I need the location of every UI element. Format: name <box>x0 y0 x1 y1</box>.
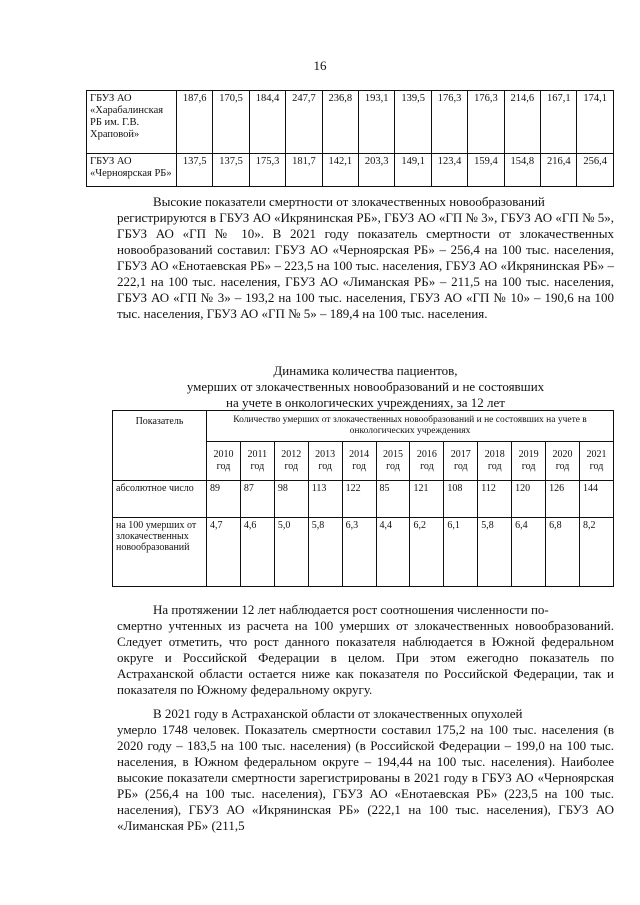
table-cell: 137,5 <box>213 154 249 187</box>
page-number: 16 <box>313 58 327 73</box>
caption-line: Динамика количества пациентов, <box>273 363 458 378</box>
paragraph-body: умерло 1748 человек. Показатель смертности составил 175,2 на 100 тыс. населения (в 2020 году – 183,5 на 100 тыс. населения) (в Российской Федерации – 199,0 на 100 тыс. населения, в Южном федеральном округе – 194,44 на 100 тыс. населения). Наиболее высокие показатели смертности зарегистрированы в 2021 году в ГБУЗ АО «Черноярская РБ» (256,4 на 100 тыс. населения), ГБУЗ АО «Енотаевская РБ» (223,5 на 100 тыс. населения), ГБУЗ АО «Икрянинская РБ» (222,1 на 100 тыс. населения), ГБУЗ АО «Лиманская РБ» (211,5 <box>117 722 614 833</box>
table-cell: 137,5 <box>177 154 213 187</box>
table-cell: 247,7 <box>286 91 322 154</box>
table-cell: 203,3 <box>359 154 395 187</box>
table-cell: 6,2 <box>410 518 444 587</box>
table-cell: 123,4 <box>431 154 467 187</box>
year-header: 2019 год <box>512 442 546 481</box>
table-cell: 167,1 <box>541 91 577 154</box>
year-header: 2015 год <box>376 442 410 481</box>
table-cell: 4,4 <box>376 518 410 587</box>
year-header: 2013 год <box>308 442 342 481</box>
paragraph-high-mortality <box>117 194 614 322</box>
table-cell: 122 <box>342 481 376 518</box>
table-cell: 85 <box>376 481 410 518</box>
table-cell: 236,8 <box>322 91 358 154</box>
caption-line: на учете в онкологических учреждениях, за 12 лет <box>226 395 505 410</box>
table-cell: 175,3 <box>249 154 285 187</box>
year-header: 2017 год <box>444 442 478 481</box>
table-row <box>87 91 614 154</box>
table-cell: 154,8 <box>504 154 540 187</box>
row-label: ГБУЗ АО «Черноярская РБ» <box>87 154 177 187</box>
table-cell: 121 <box>410 481 444 518</box>
year-header: 2011 год <box>240 442 274 481</box>
row-label: ГБУЗ АО «Харабалинская РБ им. Г.В. Храповой» <box>87 91 177 154</box>
paragraph-2021-mortality <box>117 706 614 834</box>
table-cell: 5,8 <box>308 518 342 587</box>
table-cell: 176,3 <box>468 91 504 154</box>
table-cell: 6,4 <box>512 518 546 587</box>
table-cell: 170,5 <box>213 91 249 154</box>
caption-line: умерших от злокачественных новообразований и не состоявших <box>186 379 545 394</box>
table-cell: 6,1 <box>444 518 478 587</box>
table-cell: 4,6 <box>240 518 274 587</box>
paragraph-first-line: На протяжении 12 лет наблюдается рост соотношения численности по- <box>153 602 549 617</box>
table-row <box>113 518 614 587</box>
table-cell: 113 <box>308 481 342 518</box>
table-cell: 174,1 <box>577 91 614 154</box>
unregistered-deaths-table <box>112 410 614 587</box>
year-header: 2012 год <box>274 442 308 481</box>
table-caption <box>117 363 614 411</box>
table-cell: 120 <box>512 481 546 518</box>
paragraph-body: смертно учтенных из расчета на 100 умерших от злокачественных новообразований. Следует отметить, что рост данного показателя наблюдается в Южной федеральном округе и Российской Федерации в целом. При этом ежегодно показатель по Астраханской области остается ниже как показателя по Российской Федерации, так и показателя по Южному федеральному округу. <box>117 618 614 697</box>
table-cell: 139,5 <box>395 91 431 154</box>
table-cell: 187,6 <box>177 91 213 154</box>
paragraph-first-line: Высокие показатели смертности от злокачественных новообразований <box>153 194 545 209</box>
table-cell: 176,3 <box>431 91 467 154</box>
year-header: 2010 год <box>207 442 241 481</box>
table-cell: 181,7 <box>286 154 322 187</box>
table-cell: 193,1 <box>359 91 395 154</box>
table-cell: 159,4 <box>468 154 504 187</box>
table-cell: 144 <box>579 481 613 518</box>
span-header: Количество умерших от злокачественных новообразований и не состоявших на учете в онкологических учреждениях <box>207 411 614 442</box>
table-cell: 6,8 <box>546 518 580 587</box>
district-mortality-table <box>86 90 614 187</box>
paragraph-first-line: В 2021 году в Астраханской области от злокачественных опухолей <box>153 706 523 721</box>
table-cell: 8,2 <box>579 518 613 587</box>
table-cell: 142,1 <box>322 154 358 187</box>
table-cell: 4,7 <box>207 518 241 587</box>
year-header: 2020 год <box>546 442 580 481</box>
table-row <box>87 154 614 187</box>
table-cell: 256,4 <box>577 154 614 187</box>
table-cell: 149,1 <box>395 154 431 187</box>
table-cell: 112 <box>478 481 512 518</box>
paragraph-ratio-growth <box>117 602 614 698</box>
year-header: 2016 год <box>410 442 444 481</box>
table-cell: 184,4 <box>249 91 285 154</box>
table-cell: 5,8 <box>478 518 512 587</box>
indicator-header: Показатель <box>113 411 207 481</box>
year-header: 2014 год <box>342 442 376 481</box>
table-cell: 89 <box>207 481 241 518</box>
table-row <box>113 481 614 518</box>
table-cell: 87 <box>240 481 274 518</box>
row-label: на 100 умерших от злокачественных новообразований <box>113 518 207 587</box>
table-cell: 98 <box>274 481 308 518</box>
table-cell: 214,6 <box>504 91 540 154</box>
table-cell: 216,4 <box>541 154 577 187</box>
table-cell: 6,3 <box>342 518 376 587</box>
table-cell: 5,0 <box>274 518 308 587</box>
year-header: 2021 год <box>579 442 613 481</box>
year-header: 2018 год <box>478 442 512 481</box>
row-label: абсолютное число <box>113 481 207 518</box>
paragraph-body: регистрируются в ГБУЗ АО «Икрянинская РБ», ГБУЗ АО «ГП № 3», ГБУЗ АО «ГП № 5», ГБУЗ АО «ГП № 10». В 2021 году показатель смертности от злокачественных новообразований составил: ГБУЗ АО «Черноярская РБ» – 256,4 на 100 тыс. населения, ГБУЗ АО «Енотаевская РБ» – 223,5 на 100 тыс. населения, ГБУЗ АО «Икрянинская РБ» – 222,1 на 100 тыс. населения, ГБУЗ АО «Лиманская РБ» – 211,5 на 100 тыс. населения, ГБУЗ АО «ГП № 3» – 193,2 на 100 тыс. населения, ГБУЗ АО «ГП № 10» – 190,6 на 100 тыс. населения, ГБУЗ АО «ГП № 5» – 189,4 на 100 тыс. населения. <box>117 210 614 321</box>
table-cell: 108 <box>444 481 478 518</box>
table-header-row <box>113 411 614 442</box>
table-cell: 126 <box>546 481 580 518</box>
